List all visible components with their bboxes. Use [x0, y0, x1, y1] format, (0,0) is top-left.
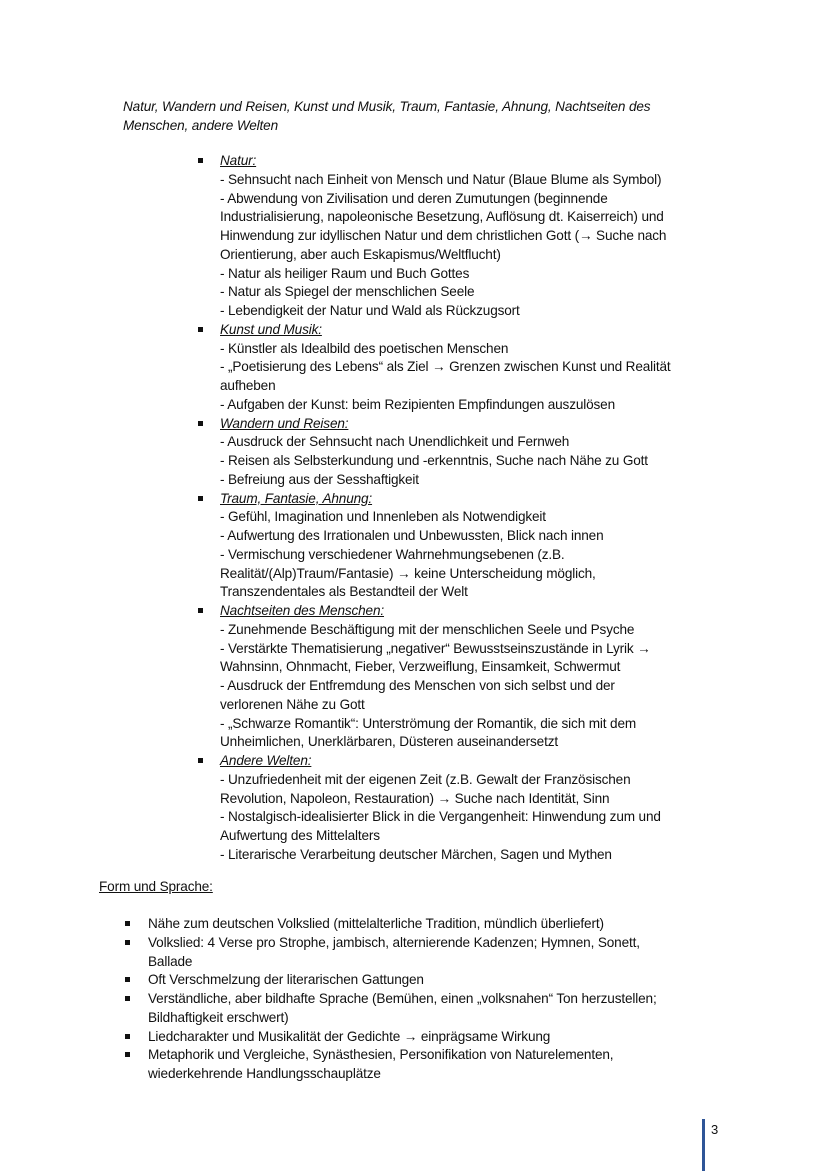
item-line: - Natur als heiliger Raum und Buch Gottes [220, 265, 470, 281]
item-line: wiederkehrende Handlungsschauplätze [148, 1066, 381, 1081]
item-line: Aufwertung des Mittelalters [220, 828, 380, 843]
form-list [125, 915, 657, 1084]
bullet-icon [125, 1052, 130, 1057]
item-line: - Sehnsucht nach Einheit von Mensch und Natur (Blaue Blume als Symbol) [220, 171, 662, 187]
item-line: - Ausdruck der Sehnsucht nach Unendlichkeit und Fernweh [220, 434, 570, 450]
list-item [125, 1046, 657, 1084]
item-line: Unheimlichen, Unerklärbaren, Düsteren auseinandersetzt [220, 734, 558, 750]
list-item [198, 490, 671, 603]
item-line: Wahnsinn, Ohnmacht, Fieber, Verzweiflung, Einsamkeit, Schwermut [220, 659, 621, 675]
bullet-icon [125, 940, 130, 945]
item-line: - Gefühl, Imagination und Innenleben als Notwendigkeit [220, 509, 546, 525]
item-title-line [220, 490, 671, 509]
item-line: Verständliche, aber bildhafte Sprache (Bemühen, einen „volksnahen“ Ton herzustellen; [148, 991, 657, 1006]
item-line: - Aufwertung des Irrationalen und Unbewussten, Blick nach innen [220, 528, 604, 543]
item-line: Metaphorik und Vergleiche, Synästhesien, Personifikation von Naturelementen, [148, 1047, 614, 1063]
item-title-line [220, 152, 671, 171]
intro-topics [123, 98, 650, 136]
intro-line: Menschen, andere Welten [123, 117, 278, 133]
bullet-icon [125, 921, 130, 926]
bullet-icon [198, 158, 203, 163]
page-number: 3 [711, 1122, 719, 1137]
bullet-icon [198, 608, 203, 613]
item-line: - Nostalgisch-idealisierter Blick in die Vergangenheit: Hinwendung zum und [220, 809, 661, 825]
item-line: - Reisen als Selbsterkundung und -erkenntnis, Suche nach Nähe zu Gott [220, 453, 648, 468]
item-line: Volkslied: 4 Verse pro Strophe, jambisch, alternierende Kadenzen; Hymnen, Sonett, [148, 934, 640, 950]
bullet-icon [125, 977, 130, 982]
bullet-icon [198, 421, 203, 426]
list-item [198, 752, 671, 865]
item-line: - „Schwarze Romantik“: Unterströmung der Romantik, die sich mit dem [220, 715, 637, 731]
bullet-icon [198, 327, 203, 332]
item-line: - Verstärkte Thematisierung „negativer“ Bewusstseinszustände in Lyrik → [220, 640, 651, 656]
item-line: Liedcharakter und Musikalität der Gedichte → einprägsame Wirkung [148, 1028, 551, 1044]
item-title: Wandern und Reisen: [220, 415, 349, 431]
item-line: - Zunehmende Beschäftigung mit der menschlichen Seele und Psyche [220, 621, 635, 637]
item-line: Oft Verschmelzung der literarischen Gattungen [148, 972, 424, 988]
list-item [125, 1028, 657, 1047]
item-line: - Unzufriedenheit mit der eigenen Zeit (z.B. Gewalt der Französischen [220, 771, 631, 787]
bullet-icon [125, 996, 130, 1001]
list-item [198, 152, 671, 321]
item-title-line [220, 415, 671, 434]
item-line: Ballade [148, 953, 193, 969]
item-line: - Künstler als Idealbild des poetischen Menschen [220, 340, 509, 356]
list-item [125, 990, 657, 1028]
item-line: - Befreiung aus der Sesshaftigkeit [220, 471, 419, 487]
list-item [125, 971, 657, 990]
item-title: Andere Welten: [220, 753, 312, 768]
item-title: Kunst und Musik: [220, 321, 322, 337]
item-line: - Abwendung von Zivilisation und deren Zumutungen (beginnende [220, 190, 608, 206]
item-line: Nähe zum deutschen Volkslied (mittelalterliche Tradition, mündlich überliefert) [148, 916, 604, 931]
item-line: - Literarische Verarbeitung deutscher Märchen, Sagen und Mythen [220, 846, 612, 862]
item-line: Transzendentales als Bestandteil der Welt [220, 584, 468, 600]
item-line: - „Poetisierung des Lebens“ als Ziel → Grenzen zwischen Kunst und Realität [220, 359, 671, 375]
item-title-line [220, 752, 671, 771]
item-line: Bildhaftigkeit erschwert) [148, 1009, 289, 1025]
item-line: aufheben [220, 378, 276, 393]
item-line: - Ausdruck der Entfremdung des Menschen von sich selbst und der [220, 678, 615, 693]
item-line: Revolution, Napoleon, Restauration) → Suche nach Identität, Sinn [220, 790, 610, 806]
item-line: verlorenen Nähe zu Gott [220, 696, 365, 712]
item-title: Natur: [220, 153, 257, 168]
item-title-line [220, 321, 671, 340]
list-item [198, 602, 671, 752]
item-line: Hinwendung zur idyllischen Natur und dem christlichen Gott (→ Suche nach [220, 228, 667, 243]
item-line: Orientierung, aber auch Eskapismus/Weltflucht) [220, 246, 501, 262]
page-number-bar [702, 1119, 705, 1171]
list-item [125, 915, 657, 934]
bullet-icon [198, 496, 203, 501]
item-line: - Vermischung verschiedener Wahrnehmungsebenen (z.B. [220, 546, 565, 562]
item-line: - Natur als Spiegel der menschlichen Seele [220, 284, 475, 300]
bullet-icon [198, 758, 203, 763]
item-line: - Lebendigkeit der Natur und Wald als Rückzugsort [220, 303, 520, 318]
list-item [125, 934, 657, 972]
item-line: - Aufgaben der Kunst: beim Rezipienten Empfindungen auszulösen [220, 396, 616, 412]
item-line: Industrialisierung, napoleonische Besetzung, Auflösung dt. Kaiserreich) und [220, 209, 664, 225]
item-title: Nachtseiten des Menschen: [220, 603, 385, 618]
form-und-sprache-heading: Form und Sprache: [99, 879, 213, 894]
list-item [198, 321, 671, 415]
list-item [198, 415, 671, 490]
intro-line: Natur, Wandern und Reisen, Kunst und Musik, Traum, Fantasie, Ahnung, Nachtseiten des [123, 99, 651, 114]
bullet-icon [125, 1034, 130, 1039]
item-line: Realität/(Alp)Traum/Fantasie) → keine Unterscheidung möglich, [220, 565, 596, 581]
item-title: Traum, Fantasie, Ahnung: [220, 490, 373, 506]
themes-list [198, 152, 671, 865]
item-title-line [220, 602, 671, 621]
